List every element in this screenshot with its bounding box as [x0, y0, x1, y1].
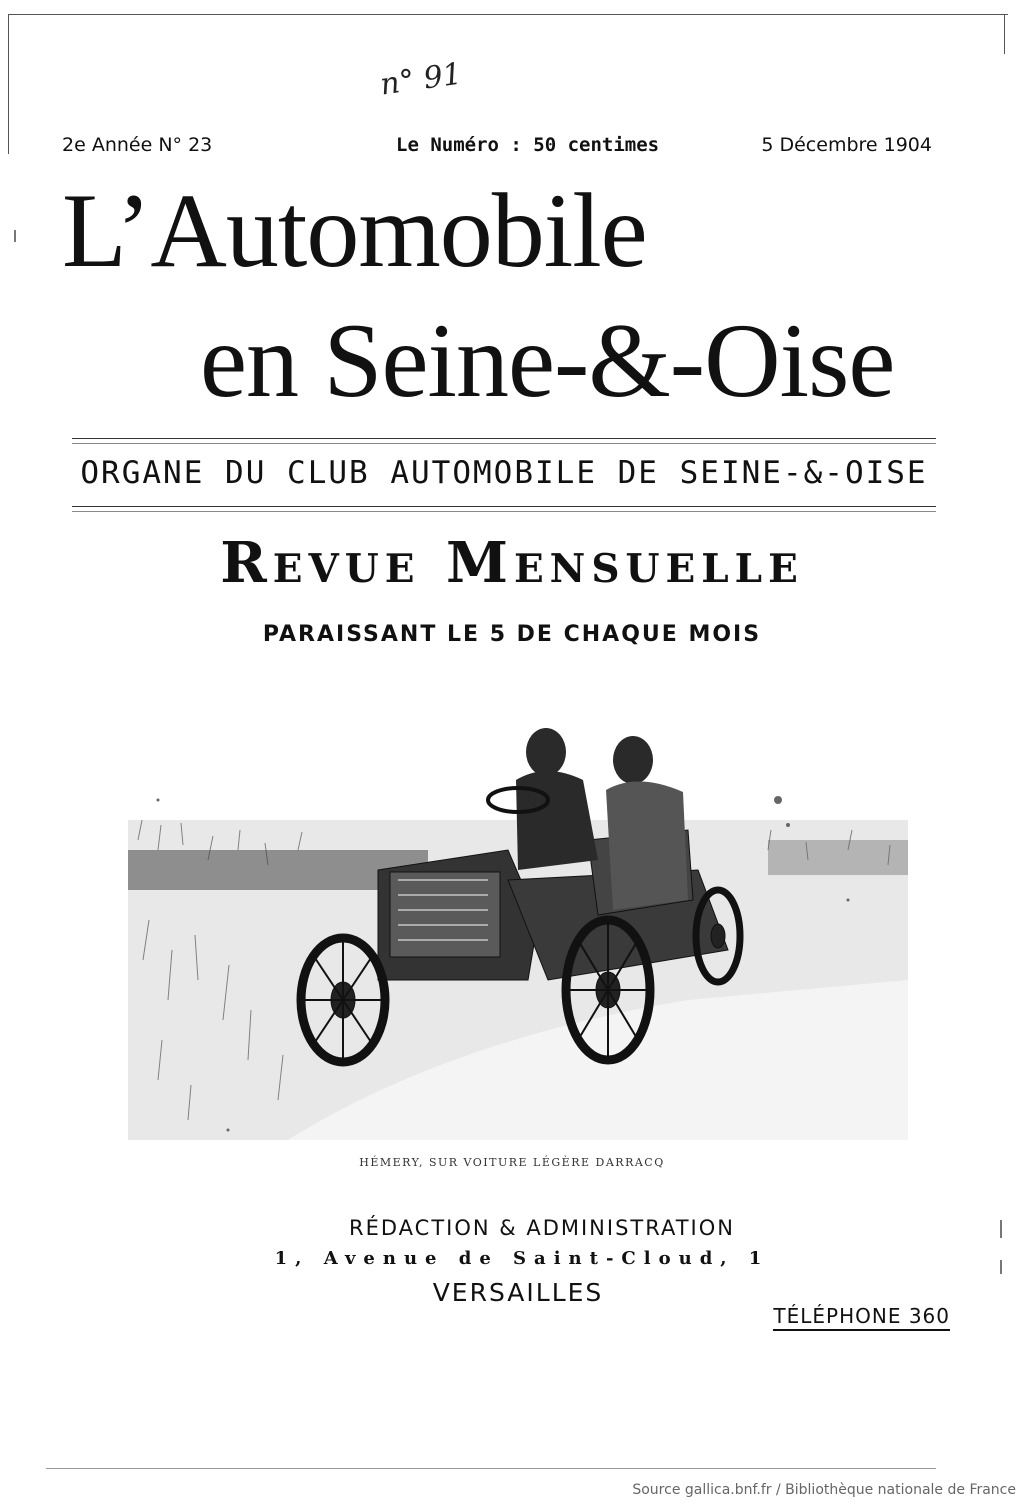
issue-line — [62, 130, 932, 164]
scan-frame-left — [8, 14, 9, 154]
grass-band-right — [768, 840, 908, 875]
rule-top-1 — [72, 438, 936, 439]
handwritten-note: n° 91 — [377, 56, 465, 103]
scan-dust — [1000, 1220, 1002, 1238]
masthead-title-line2: en Seine-&-Oise — [200, 302, 895, 419]
rule-bottom-1 — [72, 506, 936, 507]
rule-top-2 — [72, 443, 936, 444]
issue-year: 2e Année N° 23 — [62, 134, 213, 156]
scan-frame-top — [8, 14, 1008, 15]
redaction-heading: RÉDACTION & ADMINISTRATION — [349, 1216, 735, 1240]
photo-caption: HÉMERY, SUR VOITURE LÉGÈRE DARRACQ — [359, 1156, 665, 1169]
revue-heading: Revue Mensuelle — [220, 530, 804, 596]
issue-date: 5 Décembre 1904 — [761, 134, 932, 156]
masthead-title-line1: L’Automobile — [62, 172, 647, 289]
scan-dust — [14, 230, 16, 242]
telephone-number: TÉLÉPHONE 360 — [773, 1304, 950, 1331]
scan-frame-right — [1004, 14, 1005, 54]
city-name: VERSAILLES — [432, 1278, 604, 1307]
publication-schedule: PARAISSANT LE 5 DE CHAQUE MOIS — [262, 622, 762, 647]
scan-frame-bottom — [46, 1468, 936, 1469]
scan-dust — [1000, 1260, 1002, 1274]
racing-car-photo — [128, 700, 908, 1140]
organ-subtitle: ORGANE DU CLUB AUTOMOBILE DE SEINE-&-OISE — [80, 455, 928, 491]
issue-price: Le Numéro : 50 centimes — [396, 134, 660, 156]
street-address: 1, Avenue de Saint-Cloud, 1 — [274, 1248, 770, 1269]
rule-bottom-2 — [72, 511, 936, 512]
source-attribution[interactable]: Source gallica.bnf.fr / Bibliothèque nationale de France — [632, 1482, 1016, 1498]
